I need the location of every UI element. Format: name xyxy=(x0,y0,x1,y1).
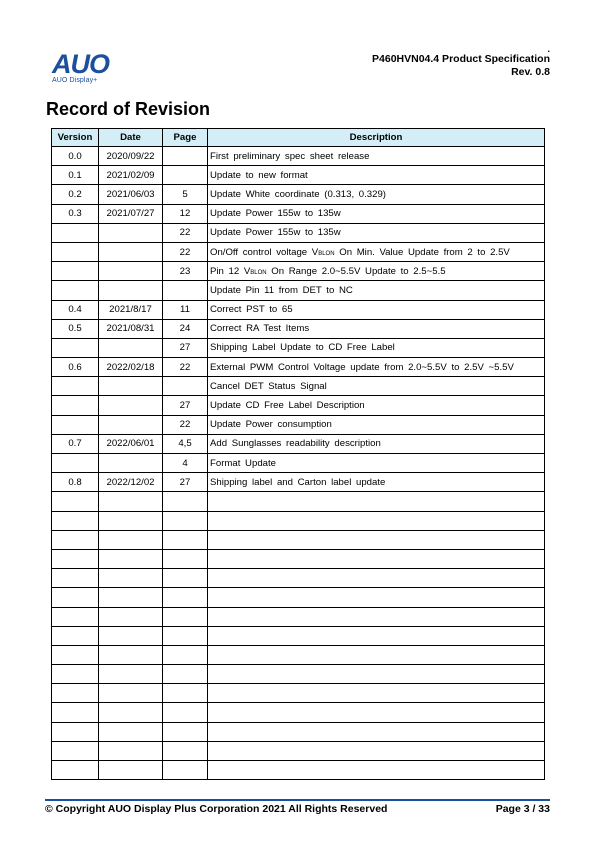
date-cell xyxy=(99,377,163,396)
table-row xyxy=(52,204,545,223)
description-cell: Update Power 155w to 135w xyxy=(208,204,545,223)
description-cell: Format Update xyxy=(208,454,545,473)
date-cell: 2022/02/18 xyxy=(99,358,163,377)
description-cell xyxy=(208,684,545,703)
description-cell xyxy=(208,722,545,741)
table-row xyxy=(52,358,545,377)
page-cell xyxy=(163,281,208,300)
column-header-description: Description xyxy=(208,129,545,147)
version-cell xyxy=(52,588,99,607)
page-cell: 4,5 xyxy=(163,434,208,453)
copyright-notice: © Copyright AUO Display Plus Corporation 2021 All Rights Reserved xyxy=(45,803,388,815)
page-cell xyxy=(163,741,208,760)
version-cell: 0.8 xyxy=(52,473,99,492)
date-cell xyxy=(99,338,163,357)
product-spec-title: P460HVN04.4 Product Specification xyxy=(372,53,550,65)
page-cell xyxy=(163,166,208,185)
date-cell xyxy=(99,492,163,511)
date-cell: 2020/09/22 xyxy=(99,147,163,166)
description-cell: Update White coordinate (0.313, 0.329) xyxy=(208,185,545,204)
version-cell xyxy=(52,223,99,242)
description-text: Pin 12 V xyxy=(210,265,251,277)
date-cell xyxy=(99,645,163,664)
page-cell xyxy=(163,703,208,722)
page-cell xyxy=(163,511,208,530)
date-cell xyxy=(99,511,163,530)
date-cell xyxy=(99,530,163,549)
description-cell xyxy=(208,607,545,626)
page-cell: 27 xyxy=(163,338,208,357)
description-cell: Update Pin 11 from DET to NC xyxy=(208,281,545,300)
date-cell: 2022/06/01 xyxy=(99,434,163,453)
table-row xyxy=(52,147,545,166)
table-row xyxy=(52,530,545,549)
version-cell xyxy=(52,338,99,357)
table-row xyxy=(52,185,545,204)
table-row xyxy=(52,761,545,780)
version-cell xyxy=(52,569,99,588)
page-cell xyxy=(163,722,208,741)
date-cell xyxy=(99,454,163,473)
table-row xyxy=(52,415,545,434)
table-row xyxy=(52,645,545,664)
page-cell xyxy=(163,761,208,780)
date-cell xyxy=(99,607,163,626)
date-cell xyxy=(99,262,163,281)
version-cell xyxy=(52,415,99,434)
date-cell xyxy=(99,223,163,242)
date-cell xyxy=(99,722,163,741)
version-cell xyxy=(52,377,99,396)
description-cell: External PWM Control Voltage update from 2.0~5.5V to 2.5V ~5.5V xyxy=(208,358,545,377)
table-row xyxy=(52,569,545,588)
description-cell: Update to new format xyxy=(208,166,545,185)
table-row xyxy=(52,703,545,722)
table-row xyxy=(52,300,545,319)
date-cell: 2022/12/02 xyxy=(99,473,163,492)
page-cell: 27 xyxy=(163,396,208,415)
page-cell: 27 xyxy=(163,473,208,492)
date-cell: 2021/02/09 xyxy=(99,166,163,185)
page-cell: 5 xyxy=(163,185,208,204)
table-row xyxy=(52,665,545,684)
description-cell: Correct PST to 65 xyxy=(208,300,545,319)
column-header-page: Page xyxy=(163,129,208,147)
column-header-date: Date xyxy=(99,129,163,147)
version-cell xyxy=(52,492,99,511)
description-cell: Correct RA Test Items xyxy=(208,319,545,338)
table-row xyxy=(52,511,545,530)
page-cell: 22 xyxy=(163,242,208,261)
version-cell xyxy=(52,607,99,626)
description-cell xyxy=(208,588,545,607)
table-row xyxy=(52,607,545,626)
table-row xyxy=(52,549,545,568)
page-cell xyxy=(163,684,208,703)
company-logo xyxy=(52,49,109,84)
version-cell: 0.7 xyxy=(52,434,99,453)
table-row xyxy=(52,166,545,185)
revision-table xyxy=(51,128,545,780)
version-cell: 0.1 xyxy=(52,166,99,185)
table-row xyxy=(52,741,545,760)
table-row xyxy=(52,319,545,338)
version-cell xyxy=(52,262,99,281)
subscript-text: BLON xyxy=(250,269,267,276)
page-cell xyxy=(163,569,208,588)
page-cell xyxy=(163,645,208,664)
date-cell xyxy=(99,415,163,434)
date-cell: 2021/08/31 xyxy=(99,319,163,338)
version-cell: 0.0 xyxy=(52,147,99,166)
version-cell: 0.6 xyxy=(52,358,99,377)
logo-subtitle: AUO Display+ xyxy=(52,77,98,84)
description-cell: Update Power consumption xyxy=(208,415,545,434)
page-cell: 22 xyxy=(163,415,208,434)
table-row xyxy=(52,338,545,357)
date-cell xyxy=(99,549,163,568)
date-cell xyxy=(99,569,163,588)
date-cell xyxy=(99,396,163,415)
version-cell xyxy=(52,454,99,473)
description-cell xyxy=(208,262,545,281)
version-cell xyxy=(52,703,99,722)
page-cell xyxy=(163,377,208,396)
page-cell xyxy=(163,549,208,568)
date-cell xyxy=(99,703,163,722)
table-row xyxy=(52,473,545,492)
description-cell: Add Sunglasses readability description xyxy=(208,434,545,453)
version-cell xyxy=(52,645,99,664)
table-row xyxy=(52,262,545,281)
date-cell xyxy=(99,281,163,300)
table-row xyxy=(52,454,545,473)
table-row xyxy=(52,626,545,645)
version-cell xyxy=(52,549,99,568)
version-cell xyxy=(52,665,99,684)
page-cell: 23 xyxy=(163,262,208,281)
description-text: On Range 2.0~5.5V Update to 2.5~5.5 xyxy=(266,265,446,277)
date-cell xyxy=(99,588,163,607)
date-cell xyxy=(99,741,163,760)
page-cell: 11 xyxy=(163,300,208,319)
version-cell xyxy=(52,722,99,741)
version-cell xyxy=(52,281,99,300)
page-number: Page 3 / 33 xyxy=(495,803,550,815)
table-row xyxy=(52,281,545,300)
subscript-text: BLON xyxy=(318,250,335,257)
page-cell: 12 xyxy=(163,204,208,223)
version-cell xyxy=(52,761,99,780)
date-cell xyxy=(99,242,163,261)
revision-table-body xyxy=(52,147,545,780)
table-row xyxy=(52,722,545,741)
revision-label: Rev. 0.8 xyxy=(511,66,550,78)
date-cell xyxy=(99,665,163,684)
page-cell: 24 xyxy=(163,319,208,338)
description-cell xyxy=(208,645,545,664)
version-cell: 0.4 xyxy=(52,300,99,319)
description-cell xyxy=(208,530,545,549)
date-cell: 2021/06/03 xyxy=(99,185,163,204)
page-cell xyxy=(163,665,208,684)
version-cell xyxy=(52,530,99,549)
page-cell: 22 xyxy=(163,358,208,377)
version-cell xyxy=(52,741,99,760)
description-cell xyxy=(208,761,545,780)
page-cell: 4 xyxy=(163,454,208,473)
table-row xyxy=(52,434,545,453)
description-cell xyxy=(208,626,545,645)
version-cell xyxy=(52,511,99,530)
description-cell: First preliminary spec sheet release xyxy=(208,147,545,166)
version-cell: 0.2 xyxy=(52,185,99,204)
description-cell xyxy=(208,569,545,588)
table-header-row xyxy=(52,129,545,147)
page-cell xyxy=(163,530,208,549)
version-cell: 0.5 xyxy=(52,319,99,338)
date-cell xyxy=(99,684,163,703)
date-cell xyxy=(99,626,163,645)
date-cell: 2021/07/27 xyxy=(99,204,163,223)
description-cell xyxy=(208,492,545,511)
description-cell: Update CD Free Label Description xyxy=(208,396,545,415)
description-cell: Update Power 155w to 135w xyxy=(208,223,545,242)
description-cell xyxy=(208,703,545,722)
description-cell: Cancel DET Status Signal xyxy=(208,377,545,396)
page-cell xyxy=(163,607,208,626)
version-cell xyxy=(52,242,99,261)
table-row xyxy=(52,223,545,242)
description-cell xyxy=(208,741,545,760)
description-cell xyxy=(208,242,545,261)
description-cell xyxy=(208,549,545,568)
page-cell xyxy=(163,588,208,607)
table-row xyxy=(52,242,545,261)
footer-divider xyxy=(45,799,550,801)
page-title: Record of Revision xyxy=(46,99,211,119)
version-cell: 0.3 xyxy=(52,204,99,223)
table-row xyxy=(52,396,545,415)
version-cell xyxy=(52,684,99,703)
description-cell: Shipping Label Update to CD Free Label xyxy=(208,338,545,357)
document-header xyxy=(372,45,550,79)
description-text: On/Off control voltage V xyxy=(210,246,319,258)
description-cell xyxy=(208,665,545,684)
header-dot: . xyxy=(547,44,550,54)
page-cell xyxy=(163,147,208,166)
page-cell xyxy=(163,626,208,645)
page-cell: 22 xyxy=(163,223,208,242)
table-row xyxy=(52,377,545,396)
page-cell xyxy=(163,492,208,511)
date-cell xyxy=(99,761,163,780)
column-header-version: Version xyxy=(52,129,99,147)
date-cell: 2021/8/17 xyxy=(99,300,163,319)
version-cell xyxy=(52,626,99,645)
description-cell xyxy=(208,511,545,530)
description-cell: Shipping label and Carton label update xyxy=(208,473,545,492)
table-row xyxy=(52,588,545,607)
table-row xyxy=(52,684,545,703)
logo-mark: AUO xyxy=(52,49,109,79)
table-row xyxy=(52,492,545,511)
description-text: On Min. Value Update from 2 to 2.5V xyxy=(334,246,510,258)
version-cell xyxy=(52,396,99,415)
